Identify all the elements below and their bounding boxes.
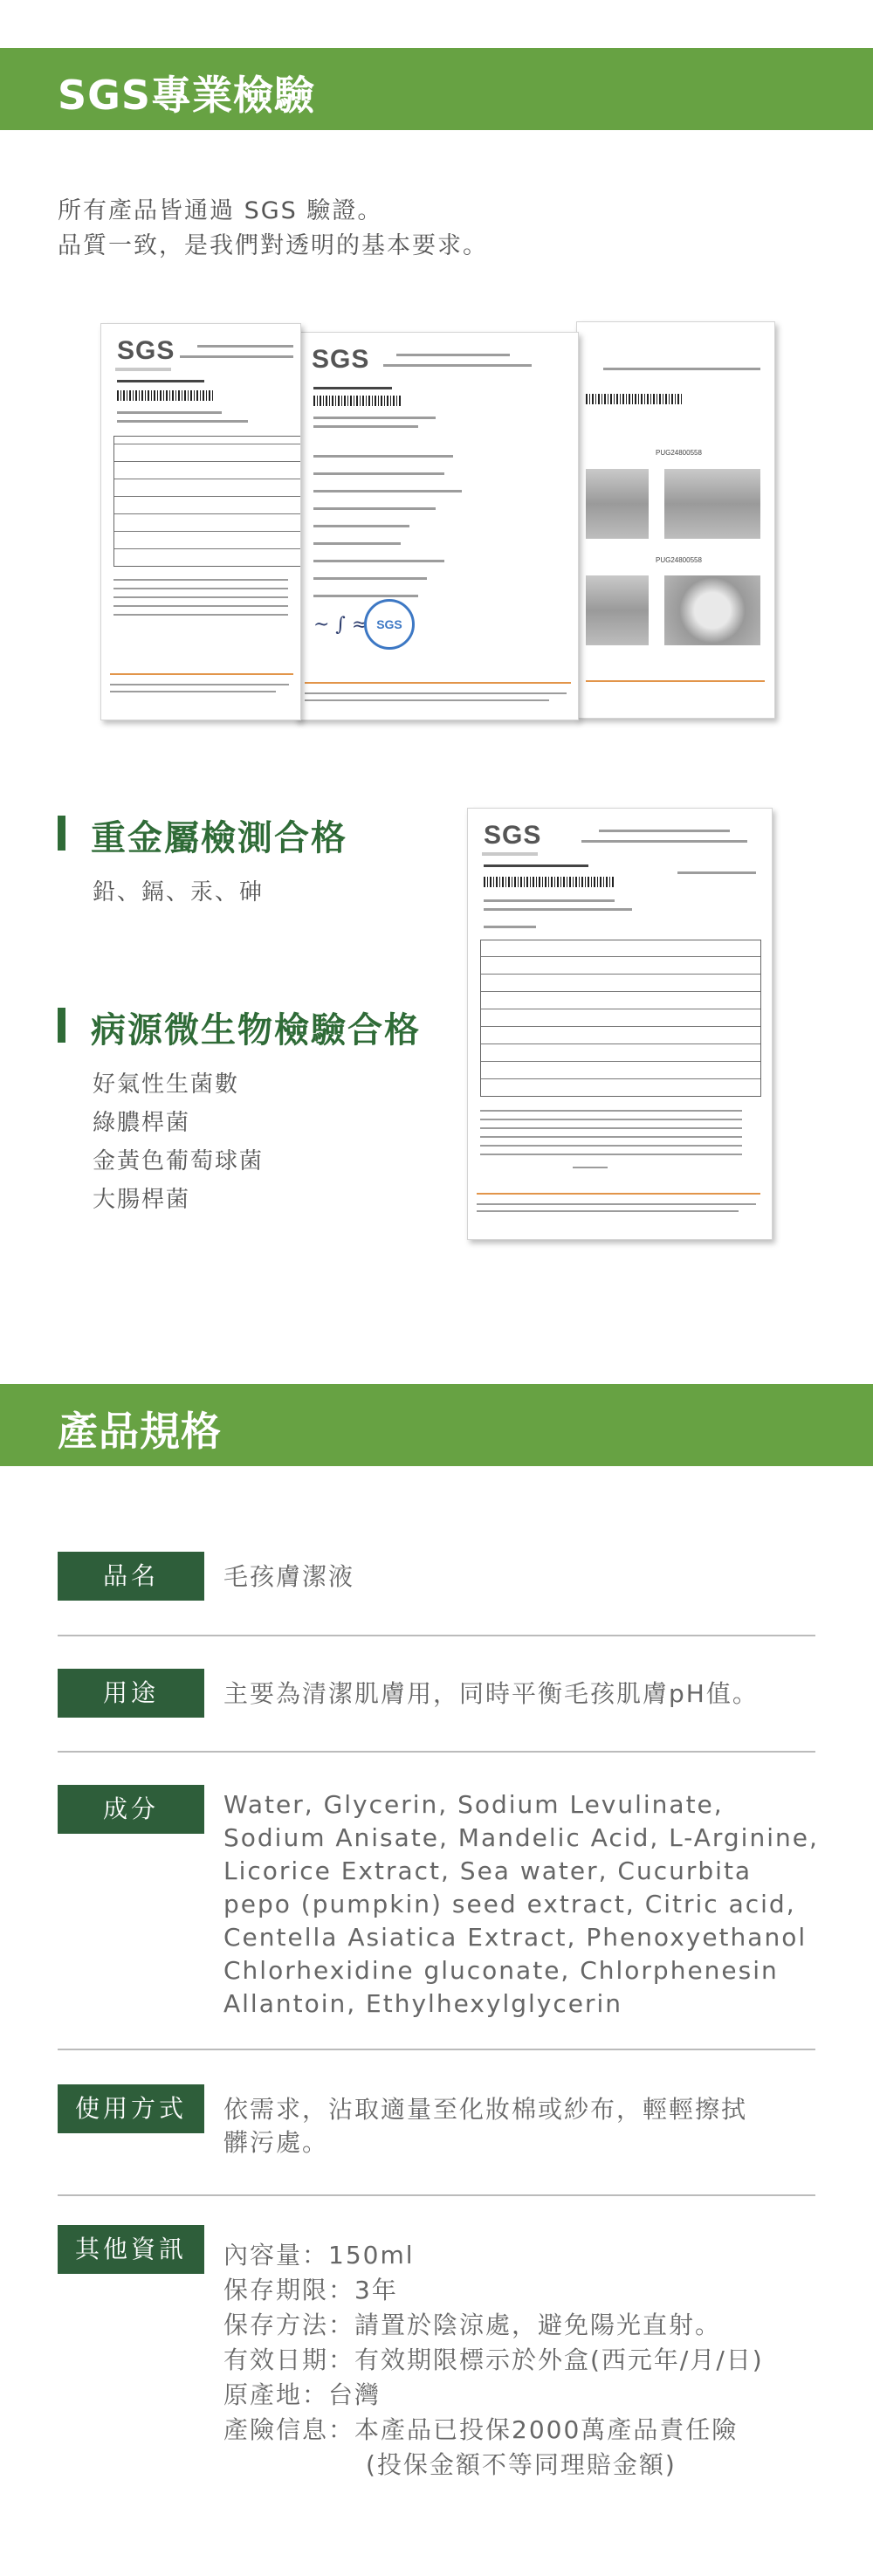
sgs-report-page-1	[100, 323, 301, 720]
spec-label-directions: 使用方式	[58, 2084, 204, 2133]
microbe-title-text: 病源微生物檢驗合格	[91, 1010, 421, 1050]
ingredient-line: Chlorhexidine gluconate, Chlorphenesin	[223, 1956, 779, 1985]
spec-value-name: 毛孩膚潔液	[223, 1562, 355, 1591]
sgs-logo: SGS	[484, 821, 542, 850]
other-info-line: 保存方法：請置於陰涼處，避免陽光直射。	[223, 2311, 722, 2339]
signature: ~ ∫ ≈	[313, 614, 368, 636]
other-info-line: 內容量：150ml	[223, 2241, 415, 2269]
title-accent-bar	[58, 1008, 65, 1043]
sgs-seal: SGS	[364, 599, 415, 650]
microbe-item: 綠膿桿菌	[93, 1110, 191, 1136]
sgs-intro-text	[58, 194, 488, 264]
sgs-report-page-2	[295, 332, 579, 720]
spec-section-heading: 產品規格	[58, 1408, 222, 1455]
intro-line-2: 品質一致，是我們對透明的基本要求。	[58, 232, 488, 259]
directions-line: 髒污處。	[223, 2128, 329, 2157]
other-info-line: 保存期限：3年	[223, 2276, 398, 2304]
sgs-logo: SGS	[312, 345, 370, 374]
spec-divider	[58, 1635, 815, 1636]
sgs-section-banner	[0, 48, 873, 130]
heavy-metal-title-text: 重金屬檢測合格	[91, 818, 347, 858]
test-result-table	[480, 940, 761, 1097]
spec-value-usage: 主要為清潔肌膚用，同時平衡毛孩肌膚pH值。	[223, 1679, 759, 1708]
spec-section-banner	[0, 1384, 873, 1466]
ingredient-line: Water, Glycerin, Sodium Levulinate,	[223, 1790, 724, 1819]
heavy-metal-title	[58, 810, 347, 860]
spec-label-name: 品名	[58, 1552, 204, 1601]
heavy-metal-items	[93, 873, 264, 912]
other-info-line: (投保金額不等同理賠金額)	[366, 2450, 677, 2479]
other-info-line: 產險信息：本產品已投保2000萬產品責任險	[223, 2415, 739, 2444]
ingredient-line: pepo (pumpkin) seed extract, Citric acid,	[223, 1890, 796, 1918]
ingredient-line: Sodium Anisate, Mandelic Acid, L-Arginine,	[223, 1823, 819, 1852]
microbe-item: 金黃色葡萄球菌	[93, 1148, 265, 1174]
sample-photo	[586, 469, 649, 539]
test-result-table	[113, 436, 301, 567]
microbe-item: 好氣性生菌數	[93, 1071, 240, 1098]
microbe-title	[58, 1002, 421, 1052]
other-info-line: 有效日期：有效期限標示於外盒(西元年/月/日)	[223, 2345, 764, 2374]
spec-value-other-info	[223, 2239, 764, 2483]
other-info-line: 原產地：台灣	[223, 2380, 382, 2409]
sample-photo	[664, 469, 760, 539]
sgs-logo: SGS	[117, 336, 175, 365]
spec-divider	[58, 2194, 815, 2196]
ingredient-line: Allantoin, Ethylhexylglycerin	[223, 1989, 622, 2018]
sgs-report-page-3: PUG24800558 PUG24800558	[576, 321, 775, 719]
spec-value-ingredients	[223, 1788, 835, 2021]
spec-divider	[58, 2049, 815, 2050]
sgs-section-heading: SGS專業檢驗	[58, 72, 316, 119]
spec-label-other-info: 其他資訊	[58, 2225, 204, 2274]
sample-photo	[664, 575, 760, 645]
microbe-items	[93, 1065, 264, 1219]
directions-line: 依需求，沾取適量至化妝棉或紗布，輕輕擦拭	[223, 2095, 748, 2124]
spec-value-directions	[223, 2093, 747, 2159]
spec-label-usage: 用途	[58, 1669, 204, 1718]
intro-line-1: 所有產品皆通過 SGS 驗證。	[58, 197, 383, 224]
sample-photo	[586, 575, 649, 645]
spec-divider	[58, 1751, 815, 1753]
heavy-metal-list: 鉛、鎘、汞、砷	[93, 879, 265, 906]
microbe-item: 大腸桿菌	[93, 1187, 191, 1213]
spec-label-ingredients: 成分	[58, 1785, 204, 1834]
ingredient-line: Licorice Extract, Sea water, Cucurbita	[223, 1856, 753, 1885]
title-accent-bar	[58, 816, 65, 851]
ingredient-line: Centella Asiatica Extract, Phenoxyethanol	[223, 1923, 808, 1952]
sgs-report-detail	[467, 808, 773, 1240]
